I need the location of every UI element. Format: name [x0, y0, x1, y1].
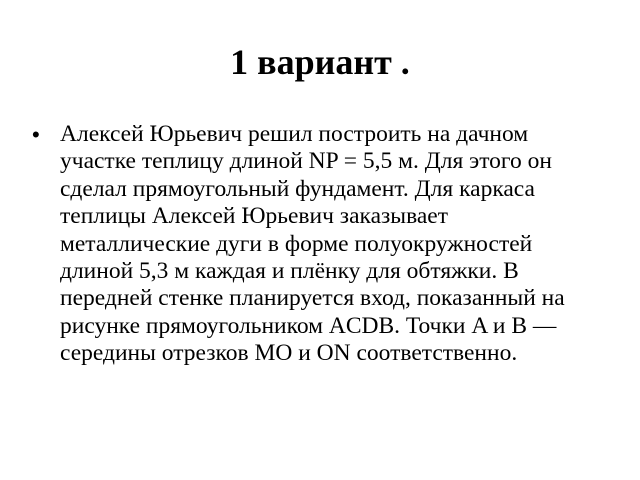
bullet-item: [30, 121, 598, 368]
bullet-text: Алексей Юрьевич решил построить на дачном участке теплицу длиной NP = 5,5 м. Для этого он сделал прямоугольный фундамент. Для каркаса теплицы Алексей Юрьевич заказывает металлические дуги в форме полуокружностей длиной 5,3 м каждая и плёнку для обтяжки. В передней стенке планируется вход, показанный на рисунке прямоугольником ACDB. Точки A и B — середины отрезков MO и ON соответственно.: [60, 121, 565, 367]
bullet-marker: •: [32, 122, 40, 147]
bullet-list: [30, 121, 598, 368]
slide-title: 1 вариант .: [230, 42, 410, 82]
